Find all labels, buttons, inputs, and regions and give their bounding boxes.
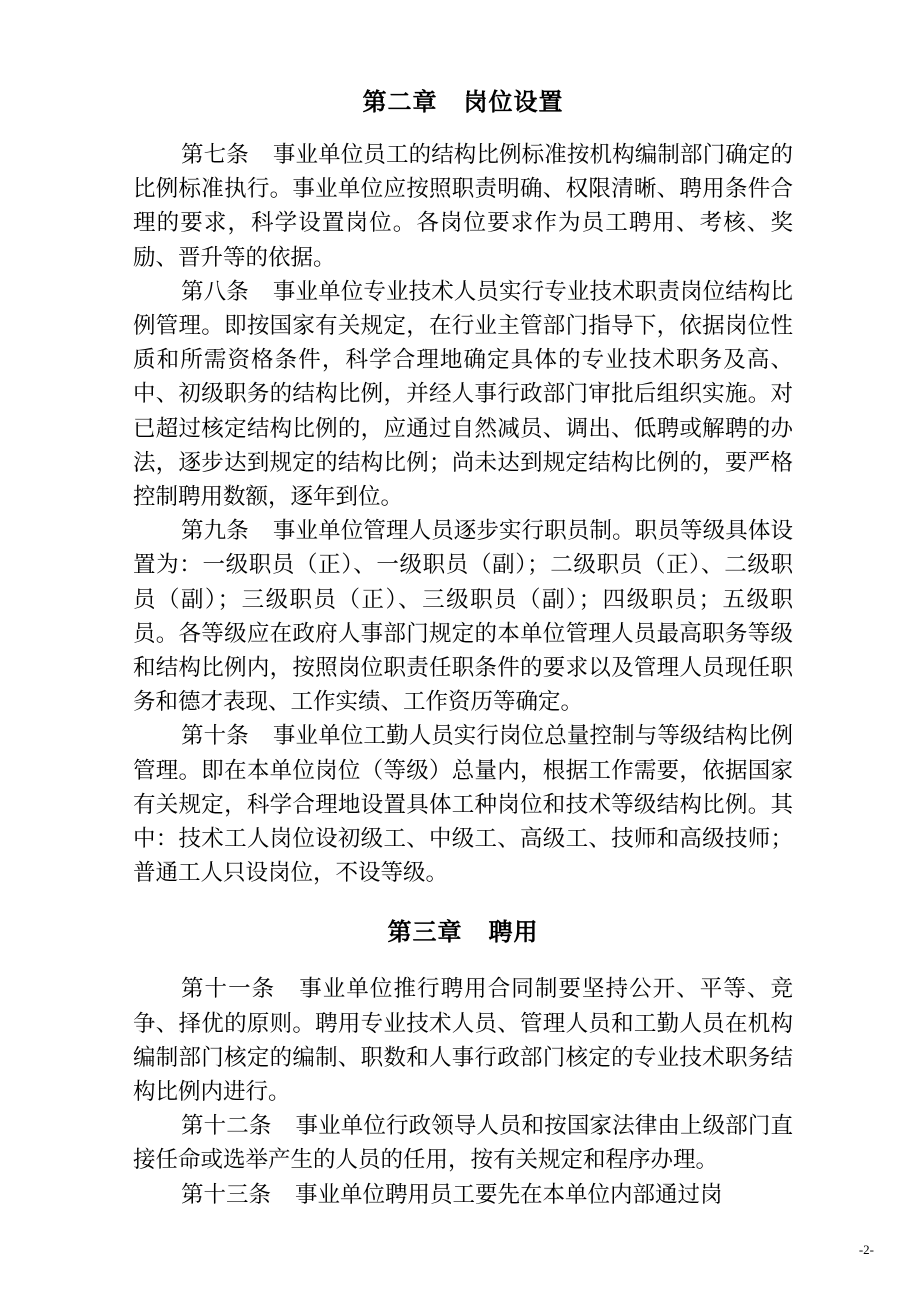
article-number: 第十条: [181, 723, 249, 750]
article-number: 第十一条: [181, 976, 276, 1003]
article-number: 第十二条: [181, 1113, 272, 1140]
document-page: [133, 82, 793, 1212]
article-paragraph: [133, 1109, 793, 1177]
article-number: 第七条: [181, 142, 249, 168]
article-paragraph: [133, 719, 793, 890]
page-number: -2-: [858, 1242, 874, 1257]
article-paragraph: [133, 514, 793, 719]
article-text: 事业单位工勤人员实行岗位总量控制与等级结构比例管理。即在本单位岗位（等级）总量内，根据工作需要，依据国家有关规定，科学合理地设置具体工种岗位和技术等级结构比例。其中：技术工人岗位设初级工、中级工、高级工、技师和高级技师；普通工人只设岗位，不设等级。: [133, 723, 793, 887]
article-paragraph: [133, 138, 793, 275]
article-paragraph: [133, 275, 793, 514]
chapter-title: [133, 82, 793, 122]
article-number: 第八条: [181, 278, 249, 305]
article-text: 事业单位聘用员工要先在本单位内部通过岗: [295, 1181, 723, 1208]
article-text: 事业单位专业技术人员实行专业技术职责岗位结构比例管理。即按国家有关规定，在行业主管部门指导下，依据岗位性质和所需资格条件，科学合理地确定具体的专业技术职务及高、中、初级职务的结构比例，并经人事行政部门审批后组织实施。对已超过核定结构比例的，应通过自然减员、调出、低聘或解聘的办法，逐步达到规定的结构比例；尚未达到规定结构比例的，要严格控制聘用数额，逐年到位。: [133, 278, 793, 511]
article-text: 事业单位推行聘用合同制要坚持公开、平等、竞争、择优的原则。聘用专业技术人员、管理人员和工勤人员在机构编制部门核定的编制、职数和人事行政部门核定的专业技术职务结构比例内进行。: [133, 976, 793, 1106]
chapter-name: 聘用: [488, 917, 539, 947]
article-paragraph: [133, 1178, 793, 1212]
article-text: 事业单位管理人员逐步实行职员制。职员等级具体设置为：一级职员（正）、一级职员（副）；二级职员（正）、二级职员（副）；三级职员（正）、三级职员（副）；四级职员；五级职员。各等级应在政府人事部门规定的本单位管理人员最高职务等级和结构比例内，按照岗位职责任职条件的要求以及管理人员现任职务和德才表现、工作实绩、工作资历等确定。: [133, 518, 793, 716]
article-text: 事业单位员工的结构比例标准按机构编制部门确定的比例标准执行。事业单位应按照职责明确、权限清晰、聘用条件合理的要求，科学设置岗位。各岗位要求作为员工聘用、考核、奖励、晋升等的依据。: [133, 142, 793, 271]
article-text: 事业单位行政领导人员和按国家法律由上级部门直接任命或选举产生的人员的任用，按有关规定和程序办理。: [133, 1113, 793, 1174]
article-number: 第十三条: [181, 1181, 272, 1208]
chapter-name: 岗位设置: [463, 87, 564, 116]
article-number: 第九条: [181, 518, 249, 545]
article-paragraph: [133, 972, 793, 1109]
chapter-number: 第二章: [362, 87, 438, 116]
chapter-number: 第三章: [387, 917, 463, 947]
chapter-title: [133, 912, 793, 952]
